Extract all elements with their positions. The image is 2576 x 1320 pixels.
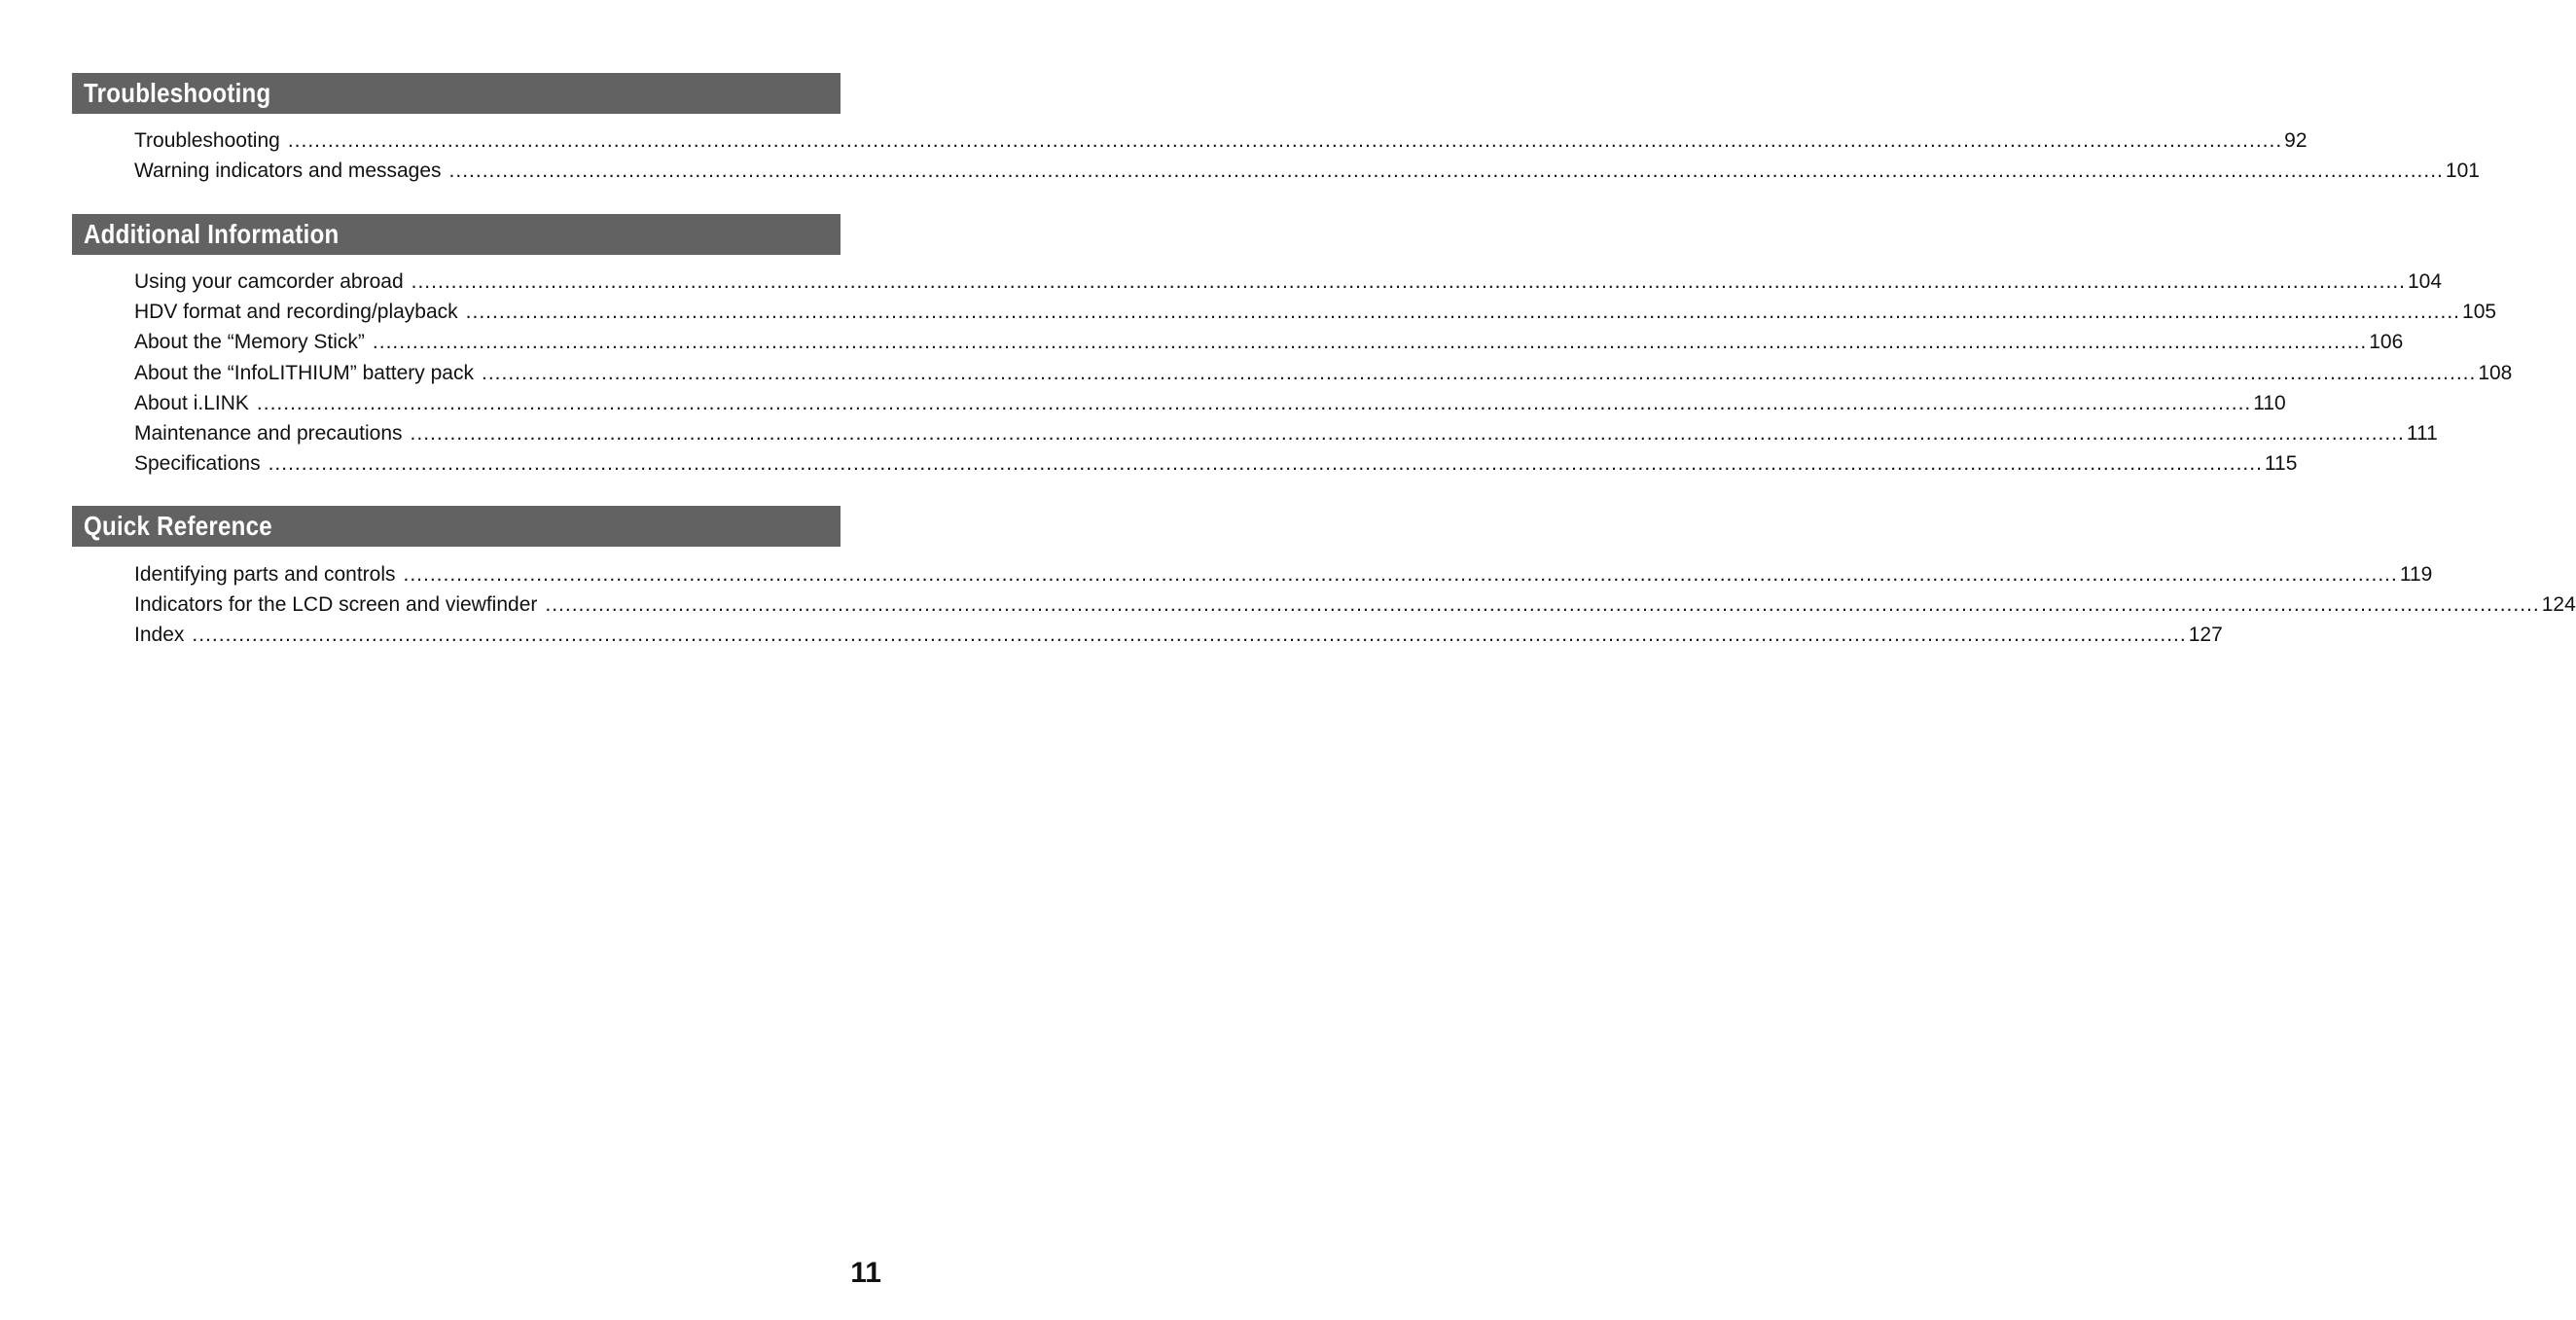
toc-entry[interactable] [134,358,2513,388]
toc-entry-page: 108 [2478,361,2513,384]
toc-entry-page: 119 [2399,563,2433,586]
toc-leader-dots: ............................................................................................................................................................................................................................................................................................................ [372,331,2368,354]
section-header-additional-information [72,214,841,255]
toc-entry-label: Troubleshooting [134,129,280,152]
toc-entry-page: 115 [2264,452,2298,476]
toc-entry[interactable] [134,589,2576,620]
toc-entry-label: About the “Memory Stick” [134,331,365,354]
toc-leader-dots: ............................................................................................................................................................................................................................................................................................................ [411,270,2406,293]
toc-entry-page: 105 [2462,301,2497,324]
toc-list-quick-reference [134,559,2576,651]
toc-leader-dots: ............................................................................................................................................................................................................................................................................................................ [410,421,2405,445]
toc-leader-dots: ............................................................................................................................................................................................................................................................................................................ [545,593,2540,617]
toc-leader-dots: ............................................................................................................................................................................................................................................................................................................ [465,301,2461,324]
toc-entry-label: Indicators for the LCD screen and viewfinder [134,593,538,617]
toc-list-additional-information [134,267,2513,479]
section-header-troubleshooting [72,73,841,114]
toc-entry-page: 92 [2284,129,2308,152]
toc-entry[interactable] [134,388,2286,418]
toc-entry-page: 101 [2445,160,2480,183]
toc-entry-label: Maintenance and precautions [134,421,403,445]
section-title: Additional Information [84,219,340,249]
toc-entry-label: HDV format and recording/playback [134,301,458,324]
toc-leader-dots: ............................................................................................................................................................................................................................................................................................................ [256,391,2252,414]
toc-entry[interactable] [134,448,2298,479]
toc-entry-page: 104 [2407,270,2443,293]
toc-entry-page: 110 [2253,391,2286,414]
toc-entry[interactable] [134,620,2223,650]
toc-entry-label: Identifying parts and controls [134,563,396,586]
toc-entry-label: About the “InfoLITHIUM” battery pack [134,361,474,384]
toc-entry[interactable] [134,125,2308,156]
toc-entry-label: About i.LINK [134,391,249,414]
toc-leader-dots: ............................................................................................................................................................................................................................................................................................................ [403,563,2398,586]
toc-entry-page: 111 [2406,421,2438,445]
toc-entry-label: Index [134,624,185,647]
toc-entry-page: 127 [2188,624,2223,647]
toc-entry[interactable] [134,418,2438,448]
toc-entry[interactable] [134,156,2480,186]
toc-entry[interactable] [134,559,2433,589]
toc-leader-dots: ............................................................................................................................................................................................................................................................................................................ [268,452,2263,476]
section-title: Quick Reference [84,511,272,541]
toc-entry-page: 106 [2369,331,2404,354]
toc-entry[interactable] [134,297,2497,327]
page-number: 11 [850,1257,881,1289]
toc-entry[interactable] [134,267,2443,297]
section-header-quick-reference [72,506,841,547]
toc-leader-dots: ............................................................................................................................................................................................................................................................................................................ [287,129,2283,152]
toc-entry[interactable] [134,327,2404,357]
toc-leader-dots: ............................................................................................................................................................................................................................................................................................................ [481,361,2477,384]
toc-entry-label: Specifications [134,452,261,476]
toc-leader-dots: ............................................................................................................................................................................................................................................................................................................ [448,160,2444,183]
section-title: Troubleshooting [84,78,271,108]
toc-entry-page: 124 [2541,593,2576,617]
toc-entry-label: Using your camcorder abroad [134,270,404,293]
toc-leader-dots: ............................................................................................................................................................................................................................................................................................................ [192,624,2187,647]
toc-entry-label: Warning indicators and messages [134,160,442,183]
toc-list-troubleshooting [134,125,2480,186]
